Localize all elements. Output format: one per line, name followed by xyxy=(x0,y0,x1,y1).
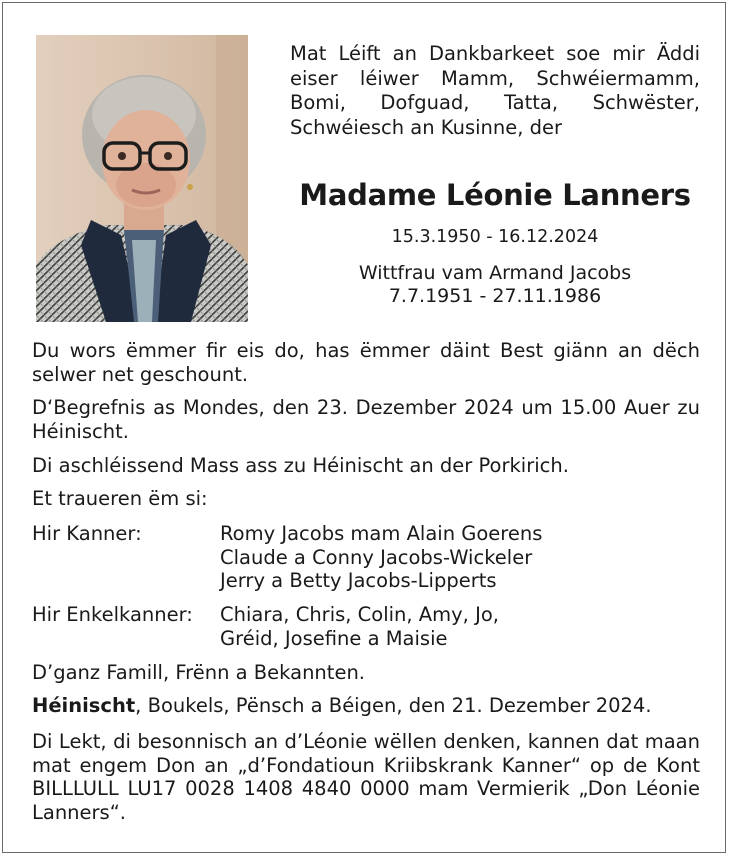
children-label: Hir Kanner: xyxy=(32,522,142,545)
place-rest: , Boukels, Pënsch a Béigen, den 21. Dezember 2024. xyxy=(135,694,652,717)
widow-info xyxy=(290,262,700,308)
grandchildren-list xyxy=(220,603,499,650)
child-entry: Jerry a Betty Jacobs-Lipperts xyxy=(220,569,497,592)
widow-spouse-dates: 7.7.1951 - 27.11.1986 xyxy=(388,285,602,307)
family-friends-line: D’ganz Famill, Frënn a Bekannten. xyxy=(32,661,365,684)
funeral-paragraph: D‘Begrefnis as Mondes, den 23. Dezember 2024 um 15.00 Auer zu Héinischt. xyxy=(32,396,700,443)
grandchild-entry: Chiara, Chris, Colin, Amy, Jo, xyxy=(220,603,499,626)
grandchild-entry: Gréid, Josefine a Maisie xyxy=(220,626,448,650)
widow-spouse: Wittfrau vam Armand Jacobs xyxy=(358,262,632,284)
child-entry: Romy Jacobs mam Alain Goerens xyxy=(220,522,543,545)
child-entry: Claude a Conny Jacobs-Wickeler xyxy=(220,545,533,569)
children-list xyxy=(220,522,542,593)
mass-paragraph: Di aschléissend Mass ass zu Héinischt an der Porkirich. xyxy=(32,454,569,477)
mourners-intro: Et traueren ëm si: xyxy=(32,487,208,510)
portrait-photo xyxy=(36,35,248,322)
donation-paragraph: Di Lekt, di besonnisch an d’Léonie wëllen denken, kannen dat maan mat engem Don an „d’Fondatioun Kriibskrank Kanner“ op de Kont BILLLULL LU17 0028 1408 4840 0000 mam Vermierik „Don Léonie Lanners“. xyxy=(32,730,700,824)
place-date-line xyxy=(32,694,700,718)
deceased-name: Madame Léonie Lanners xyxy=(299,178,691,212)
grandchildren-label: Hir Enkelkanner: xyxy=(32,603,193,626)
life-dates: 15.3.1950 - 16.12.2024 xyxy=(391,227,599,247)
intro-text: Mat Léift an Dankbarkeet soe mir Äddi eiser léiwer Mamm, Schwéiermamm, Bomi, Dofguad, Tatta, Schwëster, Schwéiesch an Kusinne, der xyxy=(290,42,700,139)
tribute-paragraph: Du wors ëmmer fir eis do, has ëmmer däint Best giänn an dëch selwer net geschount. xyxy=(32,339,700,386)
place-bold: Héinischt xyxy=(32,694,136,717)
